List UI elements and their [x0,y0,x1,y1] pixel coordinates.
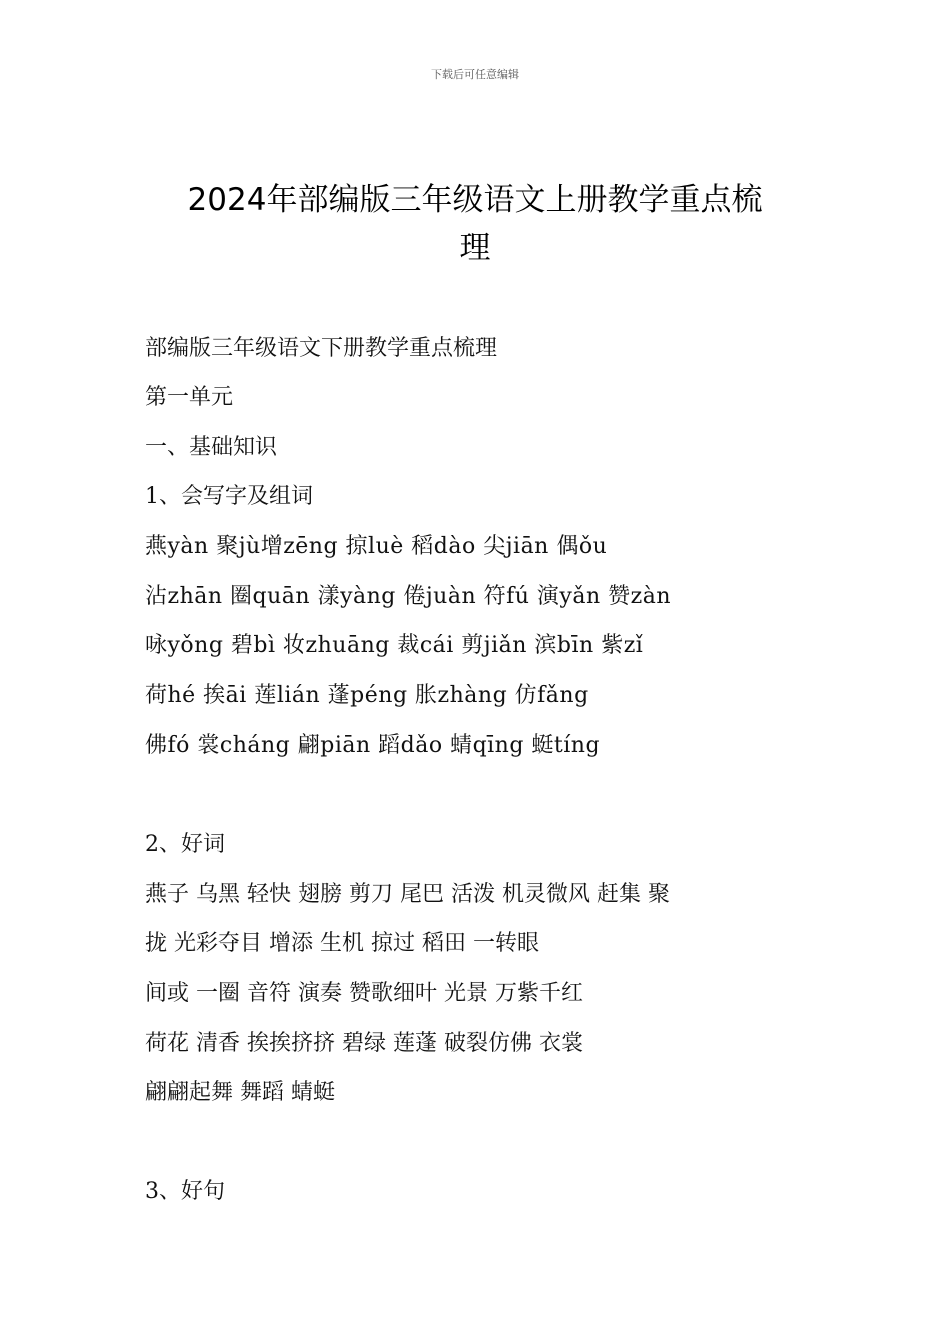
pinyin-line: 沾zhān 圈quān 漾yàng 倦juàn 符fú 演yǎn 赞zàn [145,584,672,609]
item-heading-writing-characters: 1、会写字及组词 [145,484,313,509]
document-title-line2: 理 [459,230,491,266]
word-line: 荷花 清香 挨挨挤挤 碧绿 莲蓬 破裂仿佛 衣裳 [145,1031,583,1056]
pinyin-line: 燕yàn 聚jù增zēng 掠luè 稻dào 尖jiān 偶ǒu [145,534,608,559]
word-line: 拢 光彩夺目 增添 生机 掠过 稻田 一转眼 [145,931,539,956]
document-subtitle: 部编版三年级语文下册教学重点梳理 [145,336,498,361]
section-heading-basics: 一、基础知识 [145,435,278,460]
document-title [140,176,810,272]
page-header-note: 下载后可任意编辑 [431,68,519,81]
item-heading-good-sentences: 3、好句 [145,1179,225,1204]
document-title-line1: 2024年部编版三年级语文上册教学重点梳 [187,182,763,218]
pinyin-line: 佛fó 裳cháng 翩piān 蹈dǎo 蜻qīng 蜓tíng [145,733,601,758]
word-line: 燕子 乌黑 轻快 翅膀 剪刀 尾巴 活泼 机灵微风 赶集 聚 [145,882,670,907]
pinyin-line: 荷hé 挨āi 莲lián 蓬péng 胀zhàng 仿fǎng [145,683,589,708]
item-heading-good-words: 2、好词 [145,832,225,857]
word-line: 翩翩起舞 舞蹈 蜻蜓 [145,1080,335,1105]
pinyin-line: 咏yǒng 碧bì 妆zhuāng 裁cái 剪jiǎn 滨bīn 紫zǐ [145,633,644,658]
unit-heading: 第一单元 [145,385,234,410]
word-line: 间或 一圈 音符 演奏 赞歌细叶 光景 万紫千红 [145,981,583,1006]
